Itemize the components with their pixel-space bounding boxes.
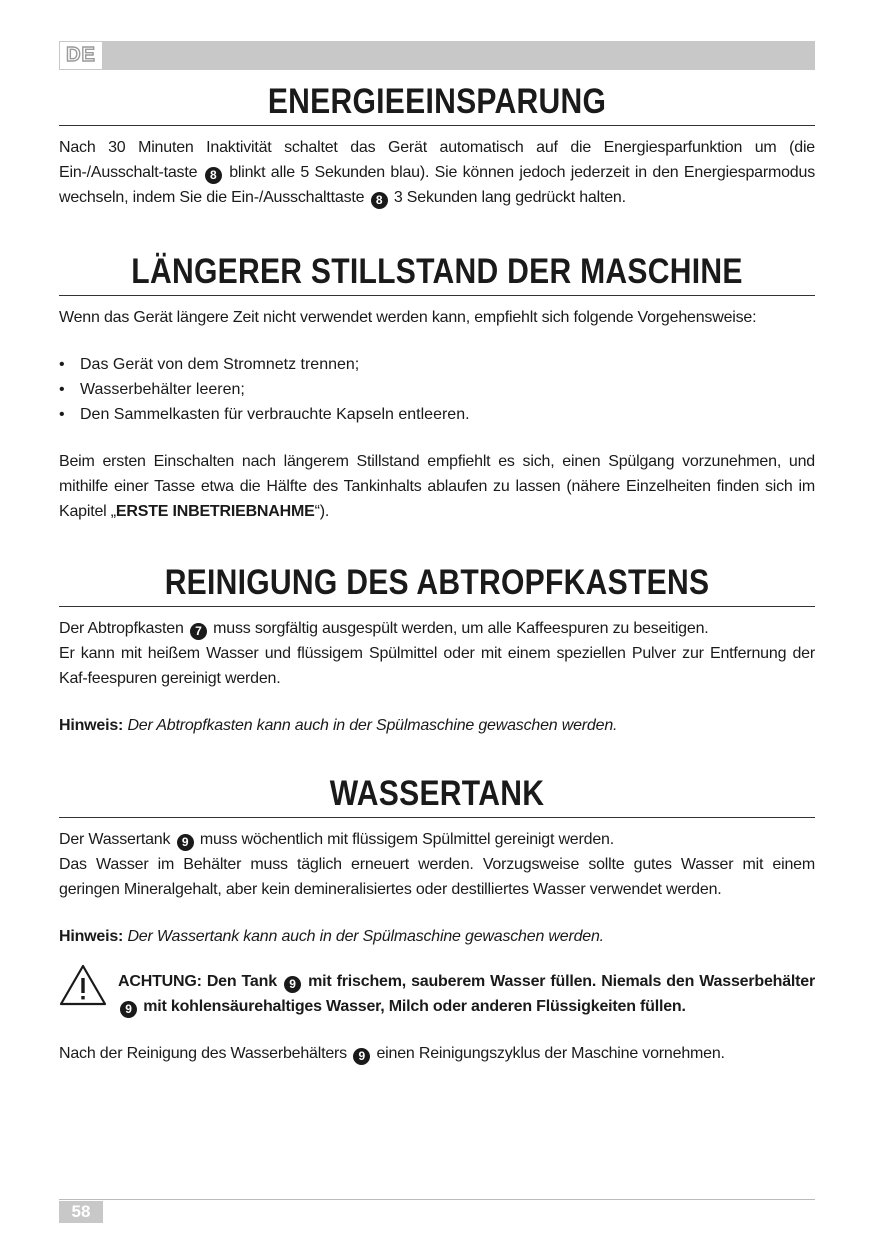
warning-box xyxy=(59,964,815,1019)
drip-note: Hinweis: Der Abtropfkasten kann auch in der Spülmaschine gewaschen werden. xyxy=(59,717,618,734)
title-rule xyxy=(59,606,815,607)
number-7-icon: 7 xyxy=(190,623,207,640)
language-tag: DE xyxy=(59,41,103,70)
footer-rule xyxy=(59,1199,815,1200)
number-9-icon: 9 xyxy=(120,1001,137,1018)
section-title: REINIGUNG DES ABTROPFKASTENS xyxy=(164,563,710,602)
tank-paragraph-3: Nach der Reinigung des Wasserbehälters 9 einen Reinigungszyklus der Maschine vornehmen. xyxy=(59,1045,725,1063)
list-item: • Wasserbehälter leeren; xyxy=(59,377,815,402)
section-standstill xyxy=(59,252,815,524)
chapter-reference: ERSTE INBETRIEBNAHME xyxy=(115,503,315,520)
title-rule xyxy=(59,817,815,818)
title-rule xyxy=(59,125,815,126)
section-title: WASSERTANK xyxy=(329,774,545,813)
number-9-icon: 9 xyxy=(284,976,301,993)
section-drip-tray xyxy=(59,563,815,738)
warning-text: ACHTUNG: Den Tank 9 mit frischem, sauberem Wasser füllen. Niemals den Wasserbehälter 9 mit kohlensäurehaltiges Wasser, Milch oder anderen Flüssigkeiten füllen. xyxy=(118,973,816,1016)
list-item: • Den Sammelkasten für verbrauchte Kapseln entleeren. xyxy=(59,402,815,427)
tank-paragraph-1: Der Wassertank 9 muss wöchentlich mit flüssigem Spülmittel gereinigt werden. xyxy=(59,831,614,849)
list-item: • Das Gerät von dem Stromnetz trennen; xyxy=(59,352,815,377)
section-title: LÄNGERER STILLSTAND DER MASCHINE xyxy=(131,252,743,291)
number-9-icon: 9 xyxy=(177,834,194,851)
standstill-bullet-list xyxy=(59,352,815,427)
title-rule xyxy=(59,295,815,296)
tank-note: Hinweis: Der Wassertank kann auch in der Spülmaschine gewaschen werden. xyxy=(59,928,604,945)
number-9-icon: 9 xyxy=(353,1048,370,1065)
number-8-icon: 8 xyxy=(371,192,388,209)
number-8-icon: 8 xyxy=(205,167,222,184)
section-title: ENERGIEEINSPARUNG xyxy=(267,82,607,121)
standstill-intro: Wenn das Gerät längere Zeit nicht verwendet werden kann, empfiehlt sich folgende Vorgehensweise: xyxy=(59,309,757,326)
standstill-paragraph: Beim ersten Einschalten nach längerem Stillstand empfiehlt es sich, einen Spülgang vorzunehmen, und mithilfe einer Tasse etwa die Hälfte des Tankinhalts ablaufen zu lassen (nähere Einzelheiten finden sich im Kapitel „ERSTE INBETRIEBNAHME“). xyxy=(59,453,815,520)
drip-paragraph-2: Er kann mit heißem Wasser und flüssigem Spülmittel oder mit einem speziellen Pulver zur Entfernung der Kaf-feespuren gereinigt werden. xyxy=(59,645,815,687)
language-header-bar xyxy=(59,41,815,70)
section-water-tank xyxy=(59,774,815,1066)
tank-paragraph-2: Das Wasser im Behälter muss täglich erneuert werden. Vorzugsweise sollte gutes Wasser mit einem geringen Mineralgehalt, aber kein demineralisiertes oder destilliertes Wasser verwendet werden. xyxy=(59,856,815,898)
energy-paragraph: Nach 30 Minuten Inaktivität schaltet das Gerät automatisch auf die Energiesparfunktion um (die Ein-/Ausschalt-taste 8 blinkt alle 5 Sekunden blau). Sie können jedoch jederzeit in den Energiesparmodus wechseln, indem Sie die Ein-/Ausschalttaste 8 3 Sekunden lang gedrückt halten. xyxy=(59,139,815,207)
warning-triangle-icon xyxy=(59,964,107,1006)
page-number: 58 xyxy=(59,1201,103,1223)
section-energy-saving xyxy=(59,82,815,210)
drip-paragraph-1: Der Abtropfkasten 7 muss sorgfältig ausgespült werden, um alle Kaffeespuren zu beseitigen. xyxy=(59,620,709,638)
